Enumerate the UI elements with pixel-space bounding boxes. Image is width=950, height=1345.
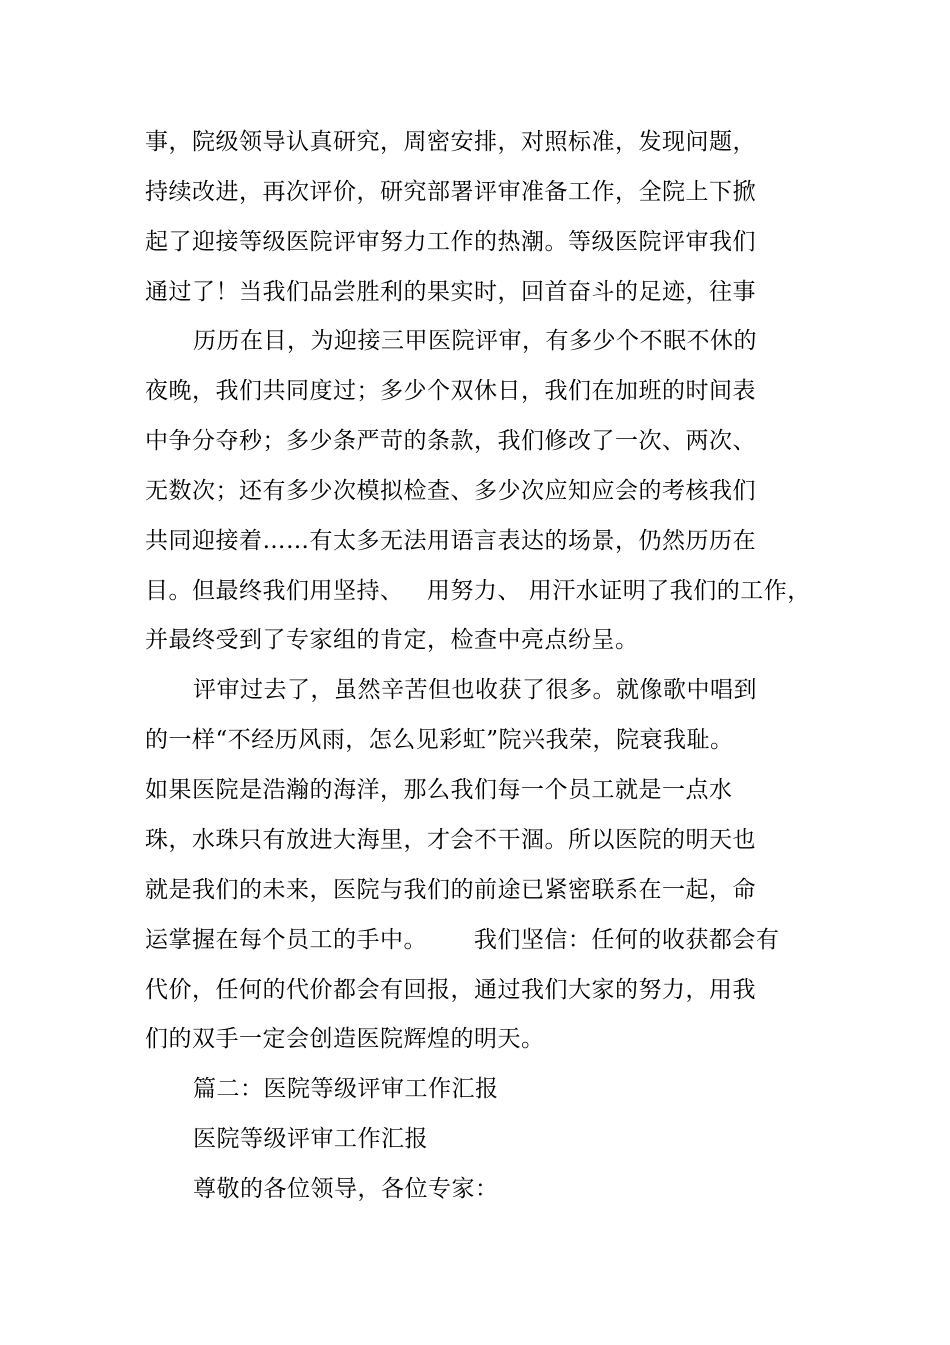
paragraph-start-line: 评审过去了，虽然辛苦但也收获了很多。就像歌中唱到 — [193, 677, 757, 703]
text-line: 持续改进，再次评价，研究部署评审准备工作，全院上下掀 — [145, 179, 756, 205]
text-line: 中争分夺秒；多少条严苛的条款，我们修改了一次、两次、 — [145, 428, 756, 454]
text-line: 夜晚，我们共同度过；多少个双休日，我们在加班的时间表 — [145, 378, 756, 404]
text-line: 目。但最终我们用坚持、 用努力、 用汗水证明了我们的工作， — [145, 578, 811, 604]
text-line: 们的双手一定会创造医院辉煌的明天。 — [145, 1026, 545, 1052]
text-line: 的一样“不经历风雨，怎么见彩虹”院兴我荣，院衰我耻。 — [145, 727, 734, 753]
paragraph-start-line: 历历在目，为迎接三甲医院评审，有多少个不眠不休的 — [193, 328, 757, 354]
text-line: 事，院级领导认真研究，周密安排，对照标准，发现问题， — [145, 129, 756, 155]
document-title: 医院等级评审工作汇报 — [193, 1126, 428, 1152]
text-line: 起了迎接等级医院评审努力工作的热潮。等级医院评审我们 — [145, 229, 756, 255]
salutation: 尊敬的各位领导，各位专家： — [193, 1176, 499, 1202]
text-line: 通过了！当我们品尝胜利的果实时，回首奋斗的足迹，往事 — [145, 279, 756, 305]
text-line: 共同迎接着……有太多无法用语言表达的场景，仍然历历在 — [145, 528, 756, 554]
text-line: 就是我们的未来，医院与我们的前途已紧密联系在一起，命 — [145, 877, 756, 903]
text-line: 代价，任何的代价都会有回报，通过我们大家的努力，用我 — [145, 977, 756, 1003]
text-line: 并最终受到了专家组的肯定，检查中亮点纷呈。 — [145, 627, 639, 653]
text-line: 运掌握在每个员工的手中。 我们坚信：任何的收获都会有 — [145, 927, 780, 953]
text-line: 如果医院是浩瀚的海洋，那么我们每一个员工就是一点水 — [145, 777, 733, 803]
text-line: 珠，水珠只有放进大海里，才会不干涸。所以医院的明天也 — [145, 827, 756, 853]
text-line: 无数次；还有多少次模拟检查、多少次应知应会的考核我们 — [145, 478, 756, 504]
section-heading: 篇二：医院等级评审工作汇报 — [193, 1076, 499, 1102]
